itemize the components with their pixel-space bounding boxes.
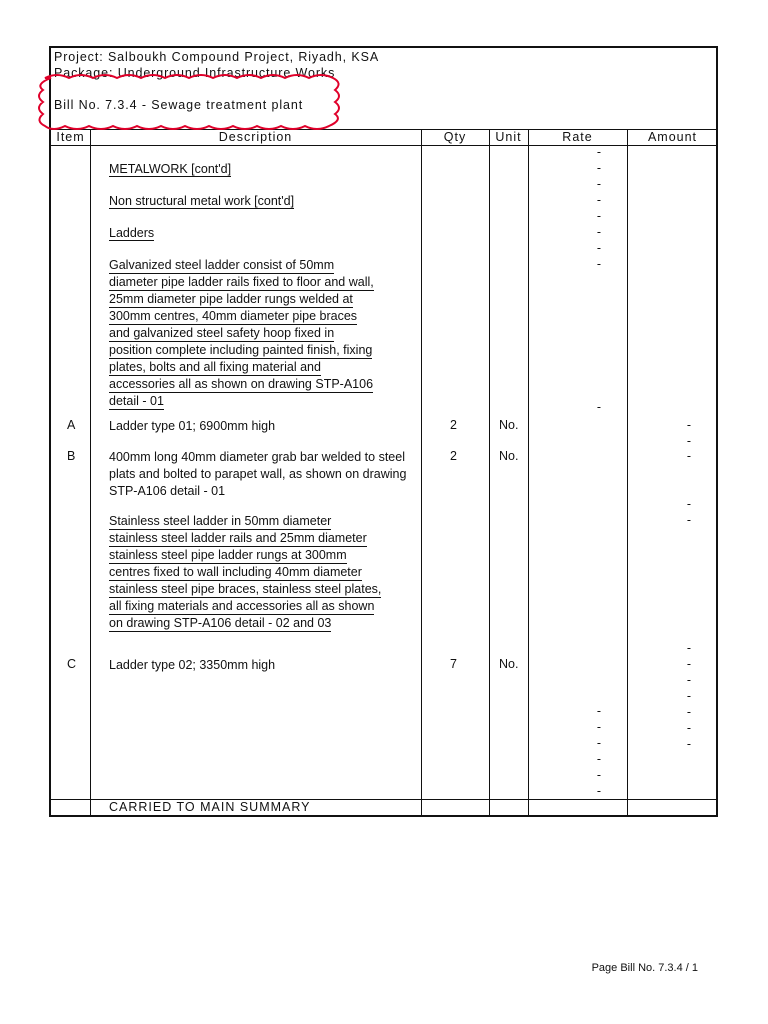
item-unit: No. [499,449,519,463]
amount-dash: - [686,721,692,735]
col-item: Item [56,130,85,144]
rate-dash: - [596,736,602,750]
amount-dash: - [686,434,692,448]
project-line: Project: Salboukh Compound Project, Riyadh, KSA [54,50,380,64]
page-footer: Page Bill No. 7.3.4 / 1 [591,962,698,974]
group-heading: Ladders [109,226,155,240]
rate-dash: - [596,177,602,191]
item-code: B [67,449,76,463]
col-divider [528,129,529,815]
rate-dash: - [596,400,602,414]
package-line: Package: Underground Infrastructure Works [54,66,336,80]
amount-dash: - [686,449,692,463]
rate-dash: - [596,704,602,718]
item-code: A [67,418,76,432]
col-divider [489,129,490,815]
rate-dash: - [596,145,602,159]
bill-sheet [49,46,718,817]
rate-dash: - [596,193,602,207]
item-description: 400mm long 40mm diameter grab bar welded to steel plats and bolted to parapet wall, as shown on drawing STP-A106 detail - 01 [109,450,407,498]
col-amount: Amount [647,130,698,144]
rate-dash: - [596,241,602,255]
amount-dash: - [686,641,692,655]
rate-dash: - [596,768,602,782]
item-unit: No. [499,657,519,671]
rate-dash: - [596,161,602,175]
rate-dash: - [596,257,602,271]
amount-dash: - [686,705,692,719]
col-divider [90,129,91,815]
header-rule [51,145,716,146]
item-description: Ladder type 02; 3350mm high [109,658,276,672]
amount-dash: - [686,497,692,511]
carried-to-summary: CARRIED TO MAIN SUMMARY [109,800,311,814]
bill-title: Bill No. 7.3.4 - Sewage treatment plant [54,98,304,112]
item-qty: 7 [450,657,457,671]
col-qty: Qty [443,130,467,144]
bill-header [51,48,716,130]
item-qty: 2 [450,449,457,463]
amount-dash: - [686,513,692,527]
col-divider [627,129,628,815]
section-heading: METALWORK [cont'd] [109,162,232,176]
amount-dash: - [686,657,692,671]
subsection-heading: Non structural metal work [cont'd] [109,194,295,208]
rate-dash: - [596,720,602,734]
amount-dash: - [686,673,692,687]
col-unit: Unit [495,130,522,144]
col-divider [421,129,422,815]
rate-dash: - [596,225,602,239]
rate-dash: - [596,784,602,798]
item-unit: No. [499,418,519,432]
col-description: Description [218,130,293,144]
amount-dash: - [686,418,692,432]
rate-dash: - [596,209,602,223]
amount-dash: - [686,737,692,751]
amount-dash: - [686,689,692,703]
item-description: Ladder type 01; 6900mm high [109,419,276,433]
rate-dash: - [596,752,602,766]
item-qty: 2 [450,418,457,432]
col-rate: Rate [562,130,593,144]
galvanized-spec: Galvanized steel ladder consist of 50mm diameter pipe ladder rails fixed to floor and wall, 25mm diameter pipe ladder rungs welded at 300mm centres, 40mm diameter pipe braces and galvanized steel safety hoop fixed in position complete including painted finish, fixing plates, bolts and all fixing material and accessories all as shown on drawing STP-A106 detail - 01 [109,258,374,408]
revision-cloud [31,74,333,128]
stainless-spec: Stainless steel ladder in 50mm diameter stainless steel ladder rails and 25mm diameter stainless steel pipe ladder rungs at 300mm centres fixed to wall including 40mm diameter stainless steel pipe braces, stainless steel plates, all fixing materials and accessories all as shown on drawing STP-A106 detail - 02 and 03 [109,514,382,630]
item-code: C [67,657,77,671]
